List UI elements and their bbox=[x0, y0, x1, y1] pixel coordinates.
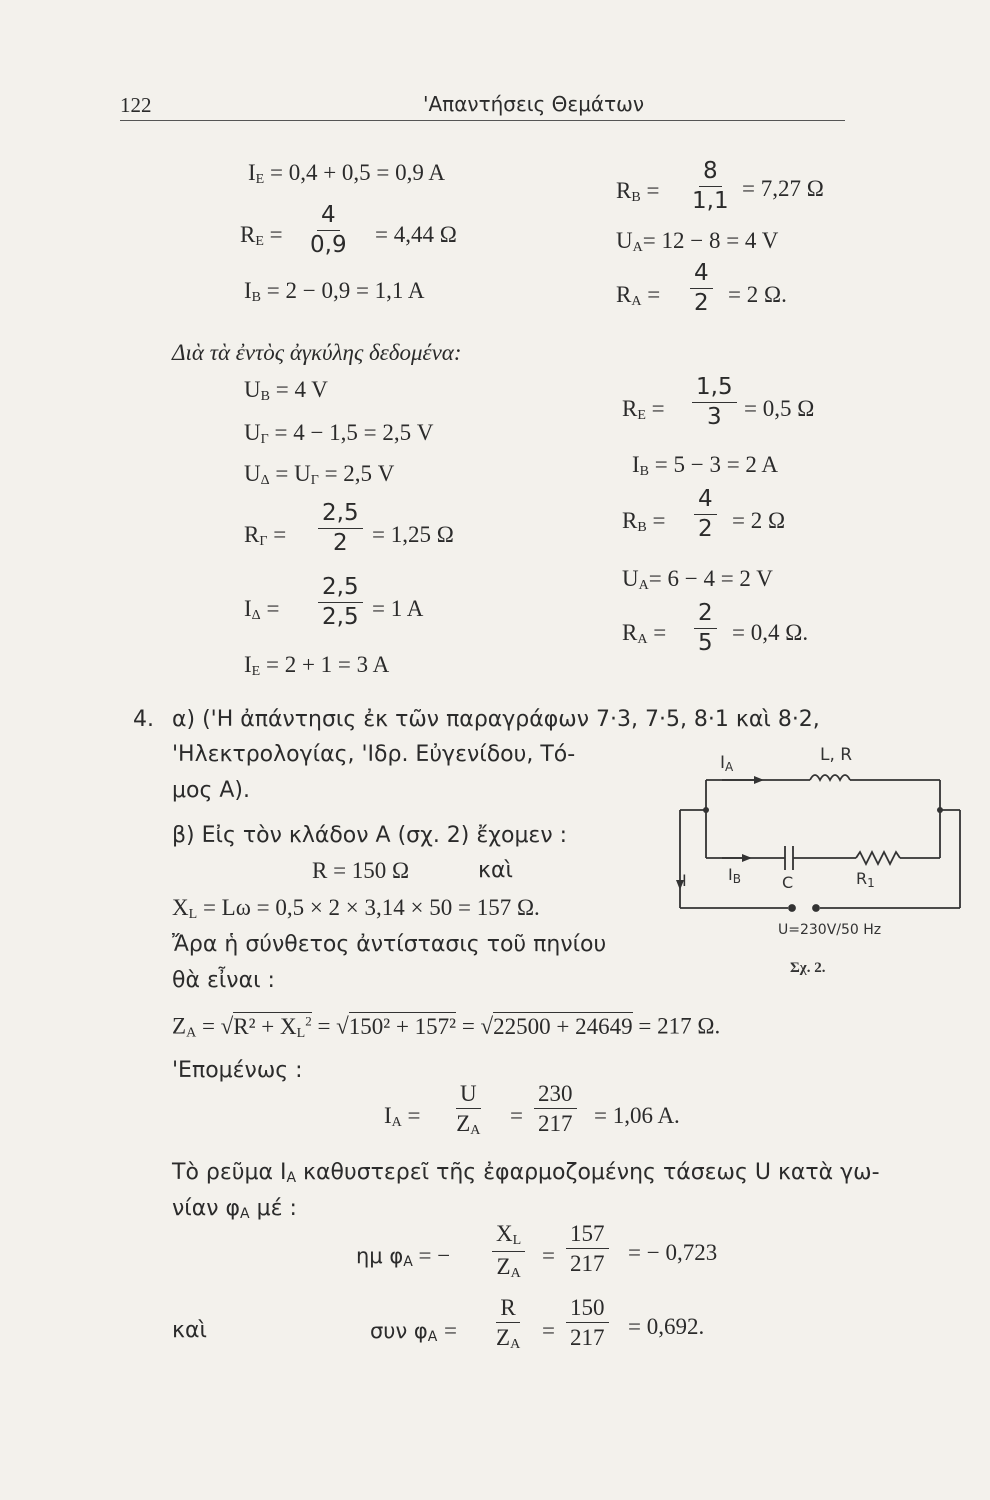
figure-label-supply: U=230V/50 Hz bbox=[778, 922, 882, 938]
figure-label-ia: IA bbox=[720, 753, 734, 774]
equation-rb2-lhs: $R_B$ = bbox=[622, 508, 666, 535]
equation-ia-result: = 1,06 A. bbox=[594, 1103, 680, 1128]
circuit-diagram bbox=[670, 740, 970, 980]
ara-line1: Ἄρα ἡ σύνθετος ἀντίστασις τοῦ πηνίου bbox=[172, 932, 607, 957]
fraction-ia-2: $\frac{230}{217}$ bbox=[534, 1082, 577, 1135]
fraction-sin-1: $\frac{X_L}{Z_A}$ bbox=[492, 1222, 525, 1281]
fraction-rb2: $\frac{4}{2}$ bbox=[694, 488, 717, 541]
word-kai-1: καὶ bbox=[478, 858, 513, 883]
ara-line2: θὰ εἶναι : bbox=[172, 968, 275, 993]
equals-sin: = bbox=[542, 1243, 555, 1268]
equation-ia-lhs: $I_A$ = bbox=[384, 1103, 421, 1130]
equation-sin-result: = − 0,723 bbox=[628, 1240, 718, 1265]
figure-label-ib: IB bbox=[728, 865, 741, 886]
equation-rg-lhs: $R_\Gamma$ = bbox=[244, 522, 287, 549]
equation-ua: $U_A= 12 - 8 = 4$ V bbox=[616, 228, 779, 255]
answer-a-line2: 'Ηλεκτρολογίας, 'Ιδρ. Εὐγενίδου, Τό- bbox=[172, 742, 576, 767]
equals-ia: = bbox=[510, 1103, 523, 1128]
equation-ug: $U_\Gamma = 4 - 1,5 = 2,5$ V bbox=[244, 420, 434, 447]
header-rule bbox=[120, 120, 845, 121]
running-title: 'Απαντήσεις Θεμάτων bbox=[423, 92, 645, 116]
equation-r-value: R = 150 Ω bbox=[312, 858, 410, 883]
equation-ra2-rhs: = 0,4 Ω. bbox=[732, 620, 809, 645]
equation-re-lhs: $R_E$ = bbox=[240, 222, 283, 249]
figure-label-r1: R1 bbox=[856, 869, 875, 890]
epomenos: 'Επομένως : bbox=[172, 1058, 303, 1083]
fraction-sin-2: $\frac{157}{217}$ bbox=[566, 1222, 609, 1275]
fraction-re: $\frac{4}{0,9}$ bbox=[310, 202, 347, 258]
equation-re-rhs: = 4,44 Ω bbox=[375, 222, 457, 247]
fraction-ra2: $\frac{2}{5}$ bbox=[694, 602, 717, 655]
equation-ra-rhs: = 2 Ω. bbox=[728, 282, 787, 307]
figure-label-lr: L, R bbox=[820, 745, 853, 765]
section-heading: Διὰ τὰ ἐντὸς ἀγκύλης δεδομένα: bbox=[172, 340, 462, 365]
equation-sin-lhs: ημ $\varphi_A$ = − bbox=[356, 1243, 451, 1270]
equation-re2-rhs: = 0,5 Ω bbox=[744, 396, 815, 421]
equation-rg-rhs: = 1,25 Ω bbox=[372, 522, 454, 547]
answer-a-line1: α) ('Η ἀπάντησις ἐκ τῶν παραγράφων 7·3, 7·5, 8·1 καὶ 8·2, bbox=[172, 707, 820, 732]
fraction-rb: $\frac{8}{1,1}$ bbox=[692, 158, 729, 214]
equation-id-rhs: = 1 A bbox=[372, 596, 424, 621]
equation-ub: $U_B = 4$ V bbox=[244, 377, 328, 404]
equation-re2-lhs: $R_E$ = bbox=[622, 396, 665, 423]
fraction-ia-1: $\frac{U}{Z_A}$ bbox=[456, 1081, 481, 1138]
equation-id-lhs: $I_\Delta$ = bbox=[244, 596, 280, 623]
problem-number: 4. bbox=[133, 707, 154, 732]
fraction-cos-1: $\frac{R}{Z_A}$ bbox=[496, 1295, 521, 1352]
equation-cos-result: = 0,692. bbox=[628, 1314, 705, 1339]
fraction-id: $\frac{2,5}{2,5}$ bbox=[318, 576, 363, 629]
equation-rb-rhs: = 7,27 Ω bbox=[742, 176, 824, 201]
fraction-cos-2: $\frac{150}{217}$ bbox=[566, 1296, 609, 1349]
figure-caption: Σχ. 2. bbox=[790, 960, 826, 976]
equation-za: $Z_A = √R^2 + X_L^2 = √150^2 + 157^2 = √22500 + 24649 = 217$ Ω. bbox=[172, 1013, 721, 1041]
page-number: 122 bbox=[120, 93, 152, 117]
fraction-re2: $\frac{1,5}{3}$ bbox=[692, 376, 737, 429]
figure-label-c: C bbox=[782, 873, 794, 892]
equation-ib: $I_B = 2 - 0,9 = 1,1$ A bbox=[244, 278, 425, 305]
fraction-rg: $\frac{2,5}{2}$ bbox=[318, 502, 363, 555]
equation-ie-2: $I_E = 2 + 1 = 3$ A bbox=[244, 652, 390, 679]
equation-ra2-lhs: $R_A$ = bbox=[622, 620, 667, 647]
equation-ib2: $I_B = 5 - 3 = 2$ A bbox=[632, 452, 779, 479]
answer-b-line1: β) Εἰς τὸν κλάδον Α (σχ. 2) ἔχομεν : bbox=[172, 823, 568, 848]
fraction-ra: $\frac{4}{2}$ bbox=[690, 262, 713, 315]
answer-a-line3: μος Α). bbox=[172, 778, 250, 803]
equation-ra-lhs: $R_A$ = bbox=[616, 282, 661, 309]
equation-cos-lhs: συν $\varphi_A$ = bbox=[370, 1318, 457, 1345]
figure-label-i: I bbox=[682, 871, 687, 890]
equation-rb2-rhs: = 2 Ω bbox=[732, 508, 786, 533]
equation-xl: $X_L = L\omega = 0,5 \times 2 \times 3,14 \times 50 = 157$ Ω. bbox=[172, 895, 540, 922]
equation-rb-lhs: $R_B$ = bbox=[616, 178, 660, 205]
lag-line2: νίαν $\varphi_A$ μέ : bbox=[172, 1196, 297, 1222]
equation-ua2: $U_A= 6 - 4 = 2$ V bbox=[622, 566, 773, 593]
equation-ie-1: $I_E = 0,4 + 0,5 = 0,9$ A bbox=[248, 160, 445, 187]
word-kai-2: καὶ bbox=[172, 1318, 207, 1343]
lag-line1: Τὸ ρεῦμα $I_A$ καθυστερεῖ τῆς ἐφαρμοζομένης τάσεως U κατὰ γω- bbox=[172, 1160, 880, 1186]
equals-cos: = bbox=[542, 1318, 555, 1343]
equation-ud: $U_\Delta = U_\Gamma = 2,5$ V bbox=[244, 461, 395, 488]
